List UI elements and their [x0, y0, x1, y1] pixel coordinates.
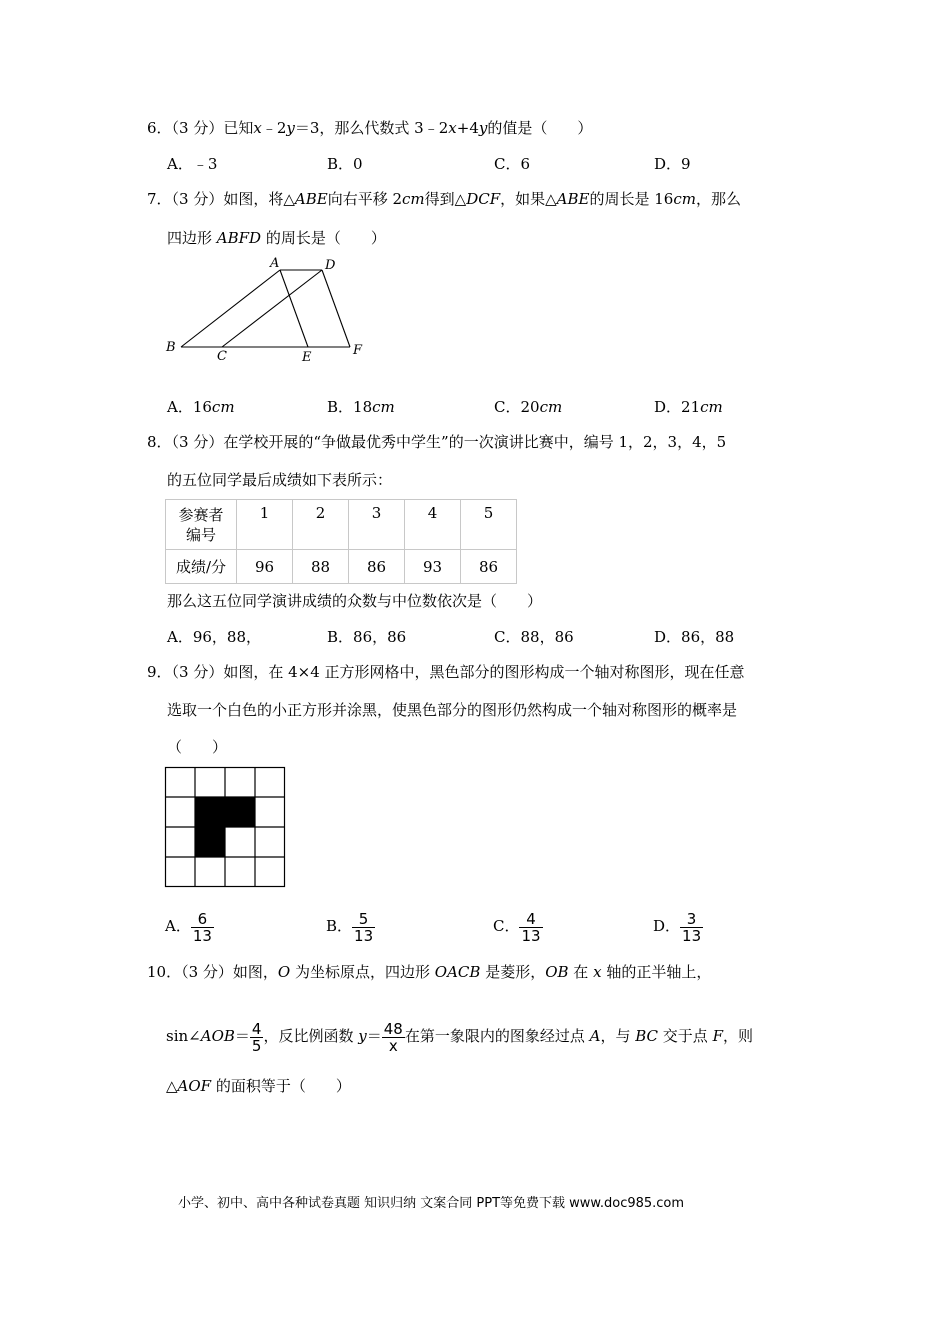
question-number: 10．: [147, 963, 182, 981]
var: x: [593, 963, 602, 981]
unit: cm: [402, 190, 425, 208]
text: 四边形: [167, 229, 217, 247]
black-cell-bottom: [195, 827, 225, 857]
question-text: +4: [456, 119, 479, 137]
text: sin∠: [166, 1027, 201, 1045]
option-b: B．86，86: [327, 628, 407, 646]
text: 如图，将△: [223, 190, 295, 208]
text: 的面积等于（ ）: [211, 1077, 351, 1095]
question-6: [147, 118, 592, 138]
fraction: [191, 911, 214, 944]
option-text: C．20: [494, 398, 540, 416]
text: △: [166, 1077, 178, 1095]
var: BC: [635, 1027, 659, 1045]
scores-table: [165, 499, 517, 584]
text: ＝: [234, 1027, 250, 1045]
option-d: D．86，88: [654, 628, 735, 646]
grid-figure: [164, 766, 288, 890]
label-d: D: [325, 258, 336, 273]
unit: cm: [539, 398, 563, 416]
label-f: F: [353, 343, 363, 358]
option-c: C．88，86: [494, 628, 574, 646]
option-letter: C．: [493, 917, 520, 935]
table-row: [166, 500, 517, 550]
score-cell: 86: [461, 550, 517, 584]
denominator: x: [382, 1037, 405, 1054]
question-number: 7．: [147, 190, 172, 208]
var: ABE: [294, 190, 328, 208]
text: ，与: [600, 1027, 636, 1045]
text: 的周长是 16: [589, 190, 674, 208]
numerator: 6: [197, 909, 208, 928]
option-d: [653, 906, 703, 946]
denominator: 13: [354, 926, 374, 945]
question-score: （3 分）: [171, 663, 224, 681]
question-text: 在学校开展的“争做最优秀中学生”的一次演讲比赛中，编号 1，2，3，4，5: [223, 433, 727, 451]
var: y: [358, 1027, 367, 1045]
text: 的周长是（ ）: [261, 229, 386, 247]
option-a: [165, 906, 214, 946]
page-footer: 小学、初中、高中各种试卷真题 知识归纳 文案合同 PPT等免费下载 www.doc985.com: [178, 1196, 685, 1211]
question-10-line-1: [147, 962, 711, 982]
question-9-line-1: [147, 662, 745, 682]
score-cell: 86: [349, 550, 405, 584]
var: y: [286, 119, 295, 137]
id-cell: 1: [237, 500, 293, 550]
text: 轴的正半轴上，: [601, 963, 712, 981]
fraction: [519, 911, 542, 944]
question-score: （3 分）: [171, 433, 224, 451]
denominator: 5: [251, 1036, 262, 1055]
unit: cm: [673, 190, 696, 208]
question-number: 9．: [147, 663, 172, 681]
question-9-line-3: （ ）: [167, 738, 228, 756]
question-score: （3 分）: [181, 963, 233, 981]
var: O: [277, 963, 291, 981]
numerator: 4: [526, 909, 536, 928]
option-letter: A．: [165, 917, 191, 935]
var: AOF: [177, 1077, 212, 1095]
label-c: C: [217, 349, 227, 364]
text: 在: [568, 963, 594, 981]
text: ，那么: [695, 190, 741, 208]
id-cell: 3: [349, 500, 405, 550]
var: x: [253, 119, 262, 137]
numerator: 48: [383, 1019, 403, 1038]
text: ＝: [366, 1027, 382, 1045]
question-text: ＝3，那么代数式 3﹣2: [294, 119, 449, 137]
var: ABFD: [216, 229, 262, 247]
numerator: 5: [358, 909, 369, 928]
option-b: [326, 906, 375, 946]
function-fraction: [382, 1021, 405, 1054]
text: ，反比例函数: [263, 1027, 359, 1045]
question-text: 如图，在 4×4 正方形网格中，黑色部分的图形构成一个轴对称图形，现在任意: [223, 663, 745, 681]
question-text: 的值是（ ）: [487, 119, 593, 137]
text: 向右平移 2: [327, 190, 403, 208]
question-score: （3 分）: [171, 119, 224, 137]
option-text: A．16: [167, 398, 212, 416]
option-letter: D．: [653, 917, 681, 935]
option-letter: B．: [326, 917, 353, 935]
question-text: ﹣2: [261, 119, 287, 137]
text: ，如果△: [500, 190, 557, 208]
option-c: C．6: [494, 155, 531, 173]
option-c: [493, 906, 543, 946]
text: 为坐标原点，四边形: [290, 963, 435, 981]
score-cell: 96: [237, 550, 293, 584]
label-e: E: [302, 350, 312, 365]
label-a: A: [270, 256, 280, 271]
var: x: [448, 119, 457, 137]
var: A: [589, 1027, 601, 1045]
id-cell: 2: [293, 500, 349, 550]
question-8-line-2: 的五位同学最后成绩如下表所示：: [167, 471, 393, 489]
option-text: D．21: [654, 398, 701, 416]
id-cell: 5: [461, 500, 517, 550]
numerator: 3: [686, 909, 697, 928]
question-8-line-1: [147, 432, 726, 452]
header-cell: [166, 500, 237, 550]
row-label-cell: 成绩/分: [166, 550, 237, 584]
unit: cm: [211, 398, 235, 416]
option-a: [167, 397, 235, 417]
id-cell: 4: [405, 500, 461, 550]
sin-fraction: [250, 1021, 264, 1054]
question-10-line-2: [166, 1016, 753, 1056]
option-d: [654, 397, 723, 417]
option-a: A．96，88，: [167, 628, 262, 646]
text: 是菱形，: [480, 963, 546, 981]
denominator: 13: [192, 926, 212, 945]
text: 如图，: [232, 963, 278, 981]
fraction: [680, 911, 703, 944]
option-text: B．18: [327, 398, 373, 416]
numerator: 4: [251, 1019, 262, 1038]
score-cell: 93: [405, 550, 461, 584]
question-number: 8．: [147, 433, 172, 451]
option-c: [494, 397, 562, 417]
label-b: B: [166, 340, 176, 355]
var: AOB: [200, 1027, 235, 1045]
question-8-question: 那么这五位同学演讲成绩的众数与中位数依次是（ ）: [167, 592, 543, 610]
question-7-line-1: [147, 189, 741, 209]
table-row: [166, 550, 517, 584]
var: F: [712, 1027, 723, 1045]
text: 交于点: [658, 1027, 713, 1045]
question-text: 已知: [223, 119, 254, 137]
denominator: 13: [521, 926, 541, 945]
option-d: D．9: [654, 155, 691, 173]
denominator: 13: [682, 926, 702, 945]
question-score: （3 分）: [171, 190, 224, 208]
question-7-line-2: [167, 228, 386, 248]
fraction: [352, 911, 375, 944]
score-cell: 88: [293, 550, 349, 584]
question-10-line-3: [166, 1076, 351, 1096]
text: ，则: [722, 1027, 753, 1045]
option-b: [327, 397, 395, 417]
header-text: 参赛者: [178, 505, 224, 524]
text: 在第一象限内的图象经过点: [404, 1027, 590, 1045]
trapezoid-figure: [160, 255, 380, 370]
option-b: B．0: [327, 155, 363, 173]
question-9-line-2: 选取一个白色的小正方形并涂黑，使黑色部分的图形仍然构成一个轴对称图形的概率是: [167, 701, 738, 719]
unit: cm: [700, 398, 723, 416]
var: OB: [545, 963, 569, 981]
text: 得到△: [424, 190, 467, 208]
unit: cm: [372, 398, 395, 416]
option-a: A．﹣3: [167, 155, 218, 173]
var: DCF: [466, 190, 501, 208]
header-text: 编号: [185, 525, 216, 544]
var: ABE: [556, 190, 590, 208]
var: OACB: [434, 963, 481, 981]
var: y: [478, 119, 488, 137]
question-number: 6．: [147, 119, 172, 137]
